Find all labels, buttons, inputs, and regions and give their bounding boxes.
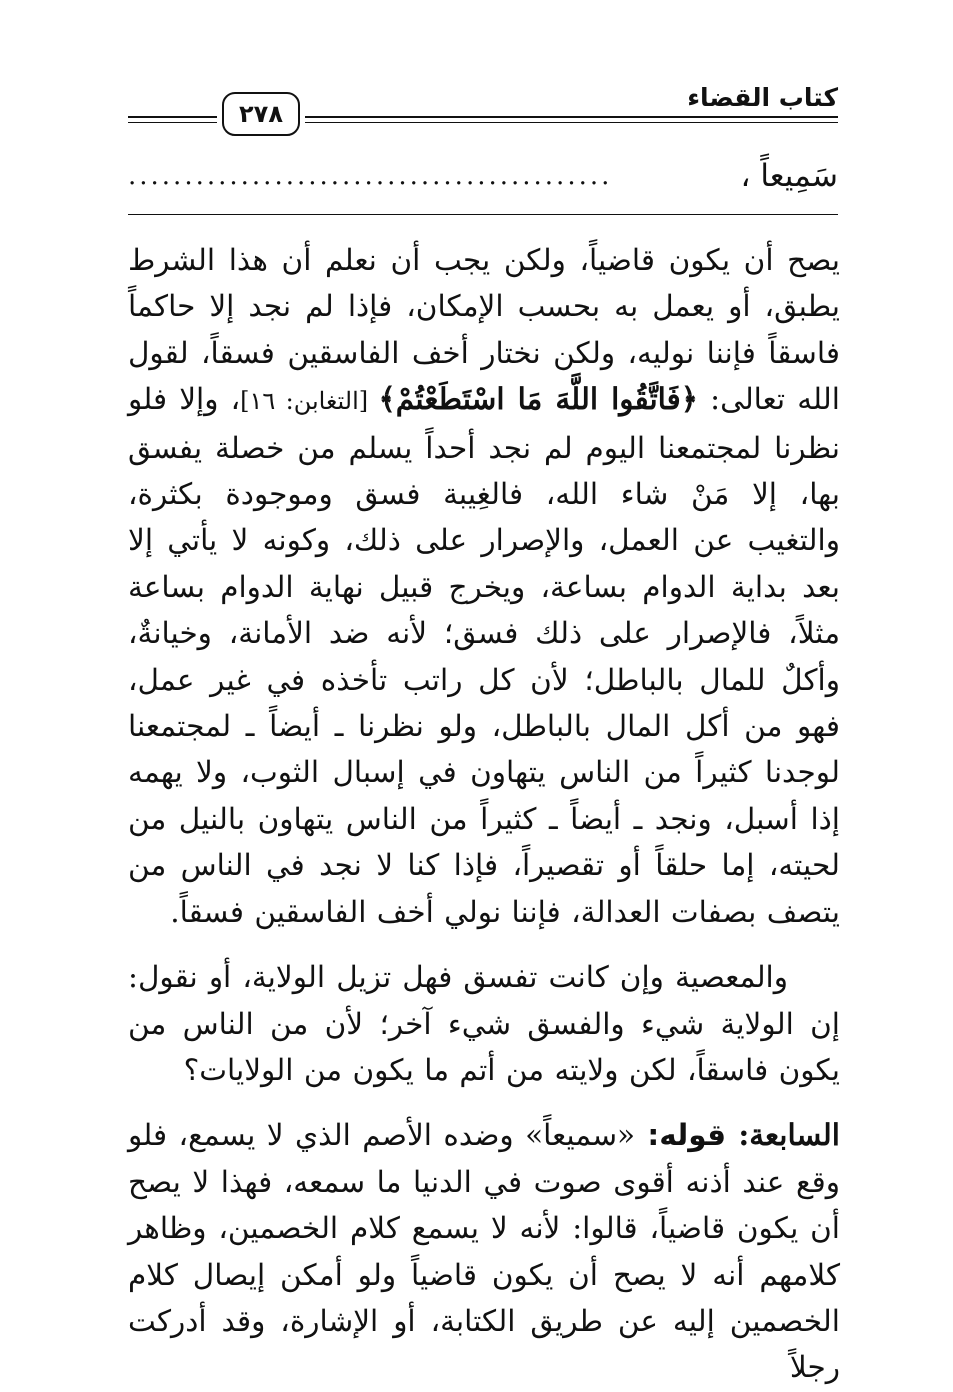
page-number-badge: ٢٧٨ (222, 92, 300, 136)
matn-line (128, 152, 838, 202)
matn-word: سَمِيعاً ، (740, 158, 838, 194)
section-lead: السابعة: (726, 1117, 840, 1153)
paragraph-1 (128, 237, 840, 935)
matn-ellipsis: ........................................... (128, 161, 613, 191)
verse-reference: [التغابن: ١٦] (240, 387, 379, 416)
paragraph-3 (128, 1112, 840, 1390)
quoted-term: «سميعاً» (525, 1118, 636, 1153)
commentary-body (128, 237, 840, 1391)
book-title: كتاب القضاء (677, 82, 838, 114)
qawluhu-label: قوله: (635, 1118, 727, 1153)
matn-separator (128, 214, 838, 215)
quran-verse: ﴿فَاتَّقُوا اللَّهَ مَا اسْتَطَعْتُمْ﴾ (378, 381, 699, 417)
running-header (128, 82, 838, 144)
paragraph-1-continuation: ، وإلا فلو نظرنا لمجتمعنا اليوم لم نجد أحداً يسلم من خصلة يفسق بها، إلا مَنْ شاء الله، فالغِيبة فسق وموجودة بكثرة، والتغيب عن العمل، والإصرار على ذلك، وكونه لا يأتي إلا بعد بداية الدوام بساعة، ويخرج قبيل نهاية الدوام بساعة مثلاً، فالإصرار على ذلك فسق؛ لأنه ضد الأمانة، وخيانةٌ، وأكلٌ للمال بالباطل؛ لأن كل راتب تأخذه في غير عمل، فهو من أكل المال بالباطل، ولو نظرنا ـ أيضاً ـ لمجتمعنا لوجدنا كثيراً من الناس يتهاون في إسبال الثوب، ولا يهمه إذا أسبل، ونجد ـ أيضاً ـ كثيراً من الناس يتهاون بالنيل من لحيته، إما حلقاً أو تقصيراً، فإذا كنا لا نجد في الناس من يتصف بصفات العدالة، فإننا نولي أخف الفاسقين فسقاً. (128, 382, 840, 929)
paragraph-1-text: يصح أن يكون قاضياً، ولكن يجب أن نعلم أن هذا الشرط يطبق، أو يعمل به بحسب الإمكان، فإذا لم نجد إلا حاكماً فاسقاً فإننا نوليه، ولكن نختار أخف الفاسقين فسقاً، لقول الله تعالى: (128, 243, 840, 417)
paragraph-2: والمعصية وإن كانت تفسق فهل تزيل الولاية، أو نقول: إن الولاية شيء والفسق شيء آخر؛ لأن من الناس من يكون فاسقاً، لكن ولايته من أتم ما يكون من الولايات؟ (128, 960, 840, 1087)
paragraph-3-text: وضده الأصم الذي لا يسمع، فلو وقع عند أذنه أقوى صوت في الدنيا ما سمعه، فهذا لا يصح أن يكون قاضياً، قالوا: لأنه لا يسمع كلام الخصمين، وظاهر كلامهم أنه لا يصح أن يكون قاضياً ولو أمكن إيصال كلام الخصمين إليه عن طريق الكتابة، أو الإشارة، وقد أدركت رجلاً (128, 1118, 840, 1385)
